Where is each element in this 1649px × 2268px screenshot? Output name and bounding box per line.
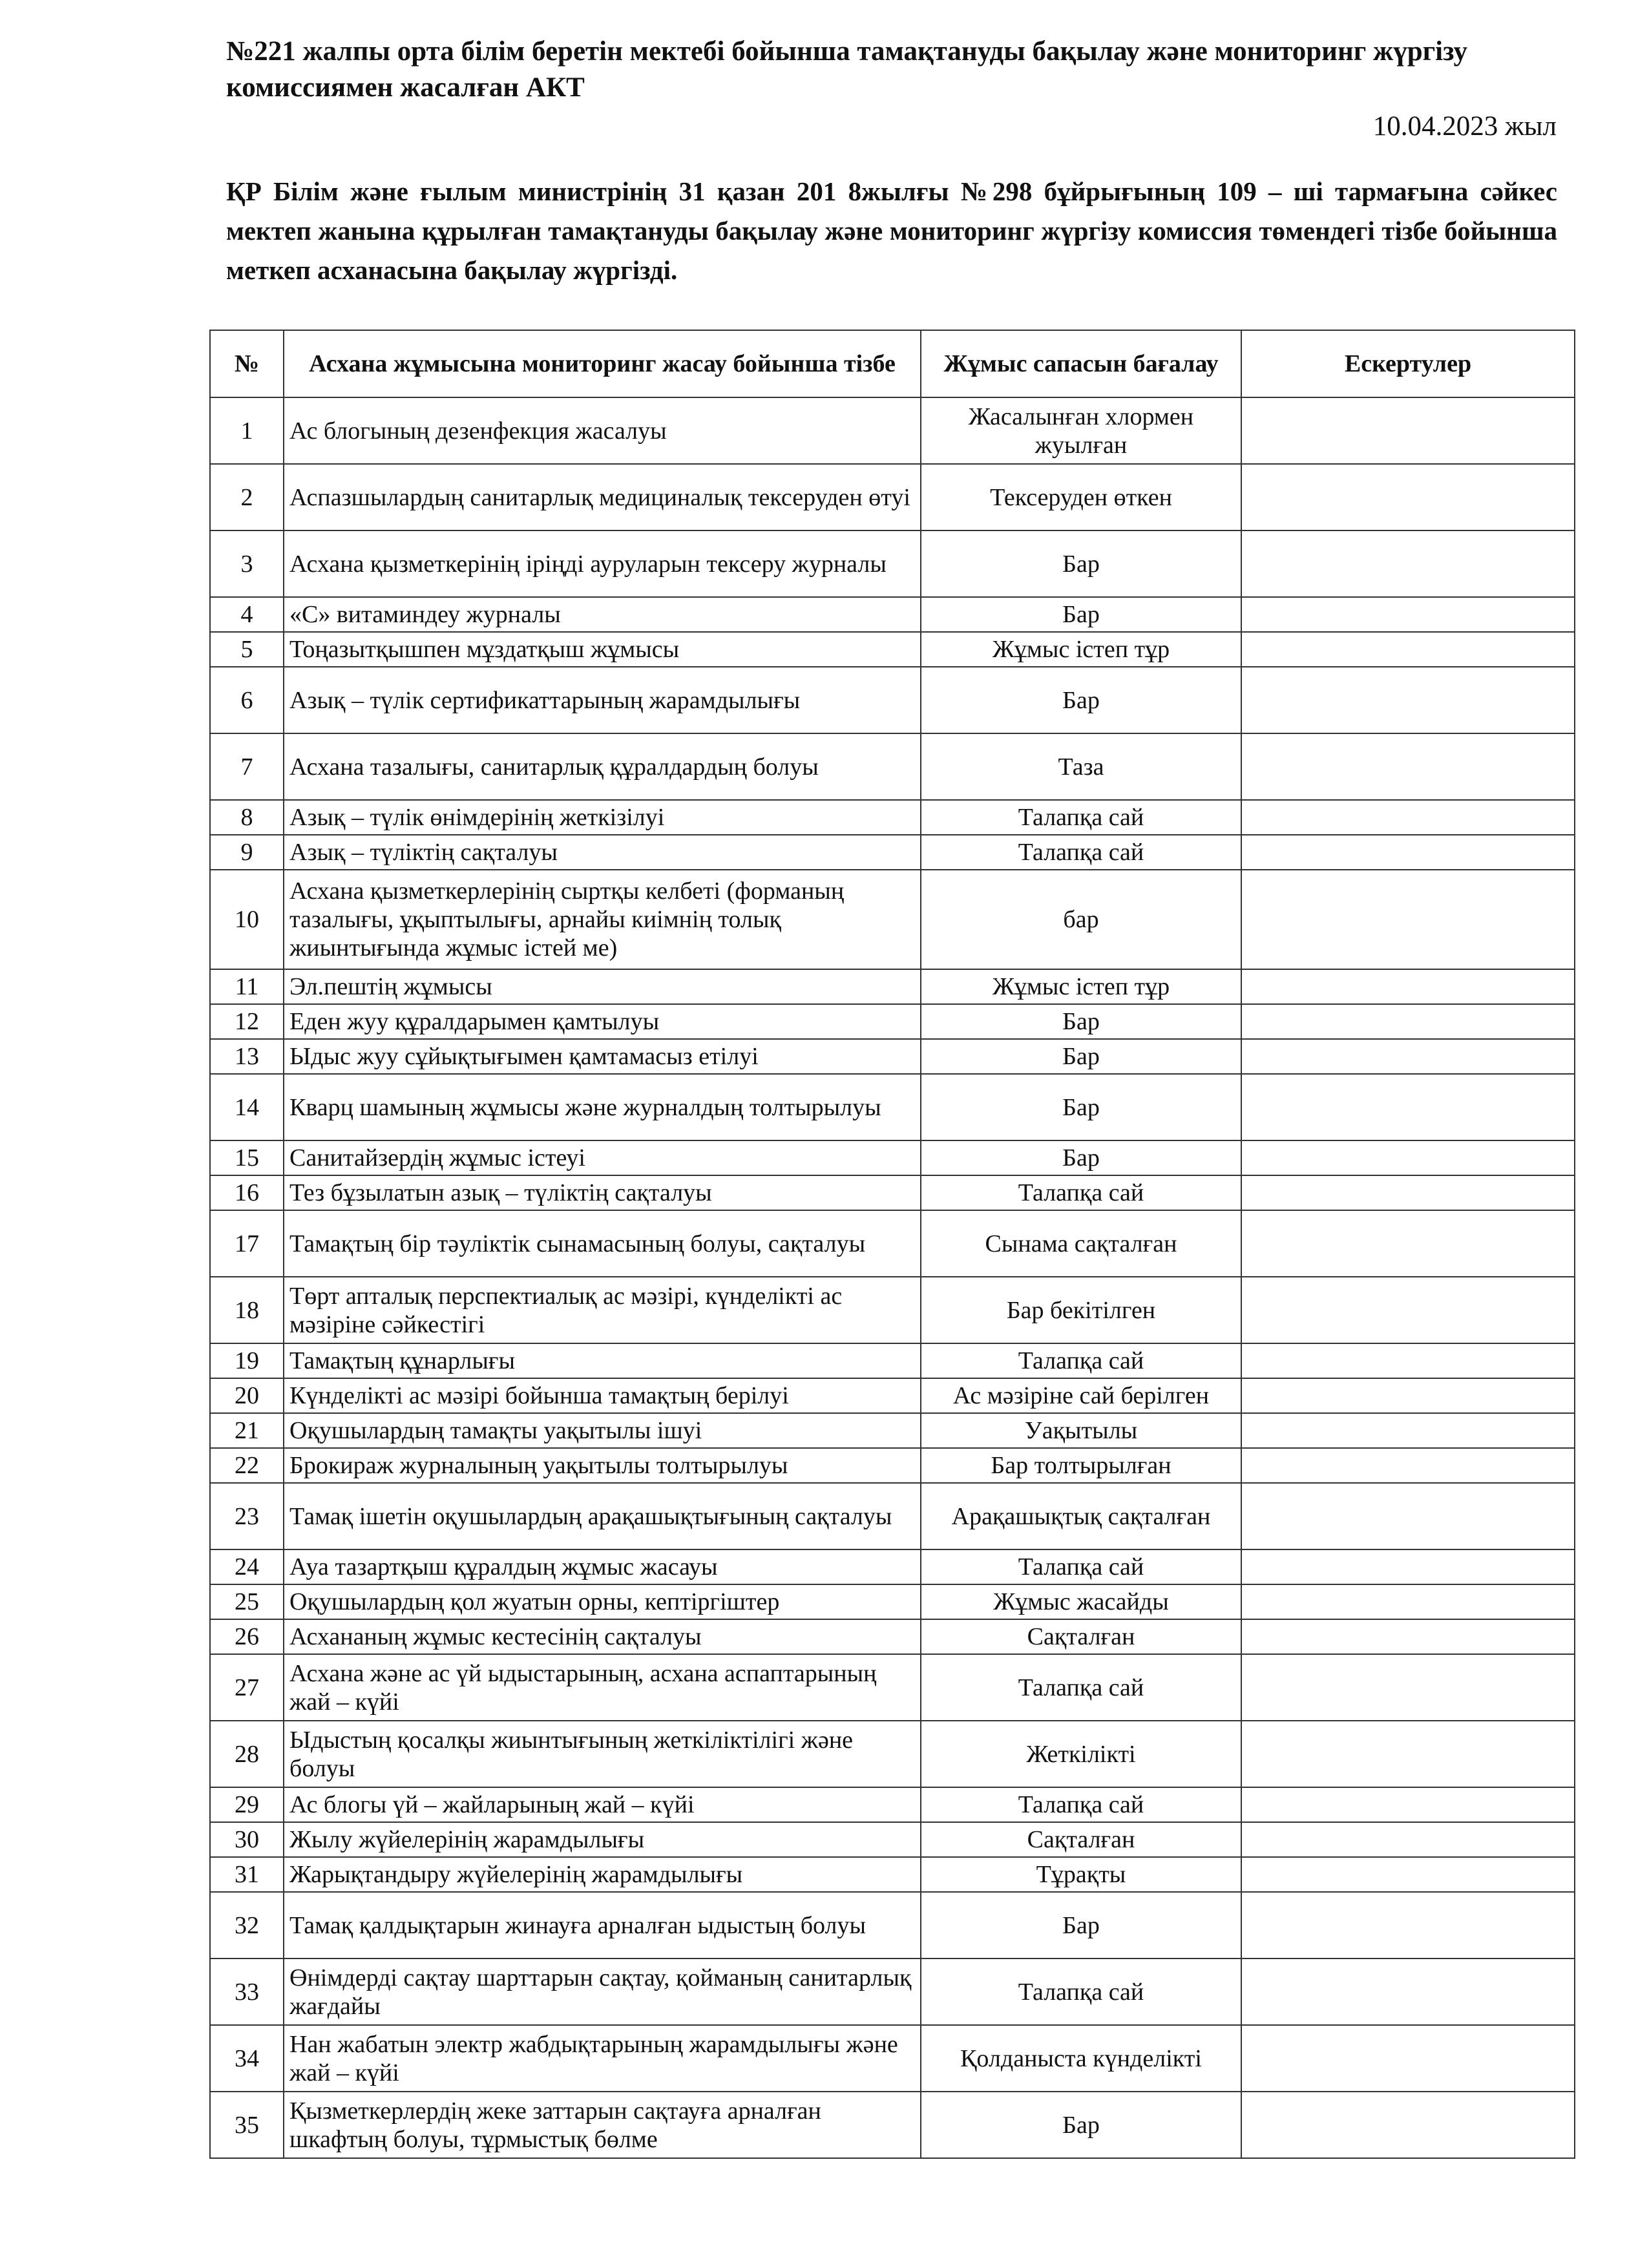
row-notes — [1241, 1343, 1575, 1378]
row-number: 19 — [210, 1343, 284, 1378]
row-number: 5 — [210, 632, 284, 667]
row-item: Жылу жүйелерінің жарамдылығы — [284, 1822, 921, 1857]
row-notes — [1241, 1448, 1575, 1483]
table-row — [210, 530, 1575, 597]
table-row — [210, 1140, 1575, 1175]
row-item: Азық – түліктің сақталуы — [284, 835, 921, 870]
row-notes — [1241, 2025, 1575, 2092]
row-score: Қолданыста күнделікті — [921, 2025, 1241, 2092]
row-score: Бар — [921, 1140, 1241, 1175]
row-notes — [1241, 1039, 1575, 1074]
row-number: 16 — [210, 1175, 284, 1210]
row-item: Жарықтандыру жүйелерінің жарамдылығы — [284, 1857, 921, 1892]
row-item: Оқушылардың тамақты уақытылы ішуі — [284, 1413, 921, 1448]
header-item: Асхана жұмысына мониторинг жасау бойынша тізбе — [284, 330, 921, 397]
header-num: № — [210, 330, 284, 397]
row-item: Тамақтың құнарлығы — [284, 1343, 921, 1378]
row-notes — [1241, 969, 1575, 1004]
row-number: 30 — [210, 1822, 284, 1857]
row-notes — [1241, 1892, 1575, 1958]
row-score: Арақашықтық сақталған — [921, 1483, 1241, 1549]
row-item: «С» витаминдеу журналы — [284, 597, 921, 632]
row-score: Бар — [921, 597, 1241, 632]
table-row — [210, 1787, 1575, 1822]
row-notes — [1241, 464, 1575, 530]
row-item: Брокираж журналының уақытылы толтырылуы — [284, 1448, 921, 1483]
row-number: 7 — [210, 733, 284, 800]
row-number: 11 — [210, 969, 284, 1004]
table-row — [210, 1857, 1575, 1892]
table-row — [210, 1277, 1575, 1343]
row-score: Талапқа сай — [921, 835, 1241, 870]
table-row — [210, 1958, 1575, 2025]
row-number: 20 — [210, 1378, 284, 1413]
row-notes — [1241, 1378, 1575, 1413]
table-row — [210, 1721, 1575, 1787]
row-notes — [1241, 800, 1575, 835]
row-item: Асхана және ас үй ыдыстарының, асхана аспаптарының жай – күйі — [284, 1654, 921, 1721]
row-number: 26 — [210, 1619, 284, 1654]
table-row — [210, 835, 1575, 870]
row-score: Жеткілікті — [921, 1721, 1241, 1787]
monitoring-table — [209, 330, 1575, 2159]
row-number: 35 — [210, 2092, 284, 2158]
row-score: Талапқа сай — [921, 1175, 1241, 1210]
row-item: Өнімдерді сақтау шарттарын сақтау, қойманың санитарлық жағдайы — [284, 1958, 921, 2025]
row-number: 23 — [210, 1483, 284, 1549]
table-row — [210, 464, 1575, 530]
row-number: 21 — [210, 1413, 284, 1448]
row-score: Бар бекітілген — [921, 1277, 1241, 1343]
row-number: 8 — [210, 800, 284, 835]
row-item: Аспазшылардың санитарлық медициналық тексеруден өтуі — [284, 464, 921, 530]
row-number: 12 — [210, 1004, 284, 1039]
row-notes — [1241, 1074, 1575, 1140]
table-body — [210, 397, 1575, 2158]
row-score: Талапқа сай — [921, 800, 1241, 835]
row-score: Жұмыс істеп тұр — [921, 632, 1241, 667]
table-row — [210, 1175, 1575, 1210]
header-notes: Ескертулер — [1241, 330, 1575, 397]
row-notes — [1241, 1958, 1575, 2025]
row-item: Тоңазытқышпен мұздатқыш жұмысы — [284, 632, 921, 667]
row-item: Күнделікті ас мәзірі бойынша тамақтың берілуі — [284, 1378, 921, 1413]
row-score: Бар — [921, 1074, 1241, 1140]
row-item: Төрт апталық перспектиалық ас мәзірі, күнделікті ас мәзіріне сәйкестігі — [284, 1277, 921, 1343]
row-notes — [1241, 1277, 1575, 1343]
table-row — [210, 969, 1575, 1004]
row-number: 32 — [210, 1892, 284, 1958]
row-item: Нан жабатын электр жабдықтарының жарамдылығы және жай – күйі — [284, 2025, 921, 2092]
row-item: Асхана қызметкерлерінің сыртқы келбеті (форманың тазалығы, ұқыптылығы, арнайы киімнің толық жиынтығында жұмыс істей ме) — [284, 870, 921, 969]
row-notes — [1241, 1654, 1575, 1721]
row-score: Таза — [921, 733, 1241, 800]
row-score: Бар — [921, 1892, 1241, 1958]
row-score: Бар — [921, 530, 1241, 597]
row-score: Бар толтырылған — [921, 1448, 1241, 1483]
row-item: Ас блогы үй – жайларының жай – күйі — [284, 1787, 921, 1822]
row-notes — [1241, 1004, 1575, 1039]
row-notes — [1241, 597, 1575, 632]
row-notes — [1241, 632, 1575, 667]
row-item: Кварц шамының жұмысы және журналдың толтырылуы — [284, 1074, 921, 1140]
row-number: 4 — [210, 597, 284, 632]
row-notes — [1241, 1584, 1575, 1619]
table-row — [210, 1074, 1575, 1140]
row-number: 17 — [210, 1210, 284, 1277]
table-row — [210, 1039, 1575, 1074]
row-score: Талапқа сай — [921, 1549, 1241, 1584]
row-score: Бар — [921, 1039, 1241, 1074]
row-score: Жұмыс істеп тұр — [921, 969, 1241, 1004]
document-date: 10.04.2023 жыл — [1372, 111, 1557, 142]
row-score: Тексеруден өткен — [921, 464, 1241, 530]
row-notes — [1241, 1619, 1575, 1654]
row-score: Талапқа сай — [921, 1343, 1241, 1378]
table-row — [210, 1654, 1575, 1721]
row-item: Оқушылардың қол жуатын орны, кептіргіштер — [284, 1584, 921, 1619]
row-number: 10 — [210, 870, 284, 969]
table-row — [210, 1448, 1575, 1483]
row-item: Тамақ ішетін оқушылардың арақашықтығының сақталуы — [284, 1483, 921, 1549]
row-notes — [1241, 530, 1575, 597]
row-item: Тамақ қалдықтарын жинауға арналған ыдыстың болуы — [284, 1892, 921, 1958]
row-notes — [1241, 1413, 1575, 1448]
table-row — [210, 397, 1575, 464]
row-notes — [1241, 1210, 1575, 1277]
row-number: 24 — [210, 1549, 284, 1584]
table-row — [210, 597, 1575, 632]
row-number: 1 — [210, 397, 284, 464]
row-notes — [1241, 1140, 1575, 1175]
table-row — [210, 2025, 1575, 2092]
row-item: Ас блогының дезенфекция жасалуы — [284, 397, 921, 464]
row-number: 14 — [210, 1074, 284, 1140]
table-row — [210, 1343, 1575, 1378]
row-number: 2 — [210, 464, 284, 530]
row-item: Азық – түлік өнімдерінің жеткізілуі — [284, 800, 921, 835]
table-row — [210, 1584, 1575, 1619]
table-row — [210, 1004, 1575, 1039]
table-row — [210, 2092, 1575, 2158]
row-score: Тұрақты — [921, 1857, 1241, 1892]
row-score: Сынама сақталған — [921, 1210, 1241, 1277]
row-notes — [1241, 667, 1575, 733]
row-score: бар — [921, 870, 1241, 969]
row-number: 34 — [210, 2025, 284, 2092]
intro-paragraph: ҚР Білім және ғылым министрінің 31 қазан 201 8жылғы №298 бұйрығының 109 – ші тармағына сәйкес мектеп жанына құрылған тамақтануды бақылау және мониторинг жүргізу комиссия төмендегі тізбе бойынша меткеп асханасына бақылау жүргізді. — [226, 176, 1557, 285]
row-item: Эл.пештің жұмысы — [284, 969, 921, 1004]
table-row — [210, 733, 1575, 800]
row-number: 28 — [210, 1721, 284, 1787]
row-score: Сақталған — [921, 1619, 1241, 1654]
document-title: №221 жалпы орта білім беретін мектебі бойынша тамақтануды бақылау және мониторинг жүргізу комиссиямен жасалған АКТ — [226, 36, 1467, 103]
row-number: 15 — [210, 1140, 284, 1175]
row-number: 13 — [210, 1039, 284, 1074]
row-number: 31 — [210, 1857, 284, 1892]
table-header-row — [210, 330, 1575, 397]
row-item: Еден жуу құралдарымен қамтылуы — [284, 1004, 921, 1039]
row-score: Бар — [921, 1004, 1241, 1039]
row-item: Ыдыстың қосалқы жиынтығының жеткіліктілігі және болуы — [284, 1721, 921, 1787]
row-item: Тамақтың бір тәуліктік сынамасының болуы, сақталуы — [284, 1210, 921, 1277]
row-number: 33 — [210, 1958, 284, 2025]
table-row — [210, 1483, 1575, 1549]
row-item: Тез бұзылатын азық – түліктің сақталуы — [284, 1175, 921, 1210]
row-notes — [1241, 1175, 1575, 1210]
row-notes — [1241, 835, 1575, 870]
row-score: Уақытылы — [921, 1413, 1241, 1448]
row-score: Жасалынған хлормен жуылған — [921, 397, 1241, 464]
row-notes — [1241, 733, 1575, 800]
row-notes — [1241, 397, 1575, 464]
row-score: Ас мәзіріне сай берілген — [921, 1378, 1241, 1413]
row-item: Асхана қызметкерінің іріңді ауруларын тексеру журналы — [284, 530, 921, 597]
row-item: Қызметкерлердің жеке заттарын сақтауға арналған шкафтың болуы, тұрмыстық бөлме — [284, 2092, 921, 2158]
row-item: Ыдыс жуу сұйықтығымен қамтамасыз етілуі — [284, 1039, 921, 1074]
table-row — [210, 632, 1575, 667]
row-score: Талапқа сай — [921, 1958, 1241, 2025]
row-item: Асхананың жұмыс кестесінің сақталуы — [284, 1619, 921, 1654]
table-row — [210, 667, 1575, 733]
header-score: Жұмыс сапасын бағалау — [921, 330, 1241, 397]
row-notes — [1241, 1857, 1575, 1892]
row-item: Ауа тазартқыш құралдың жұмыс жасауы — [284, 1549, 921, 1584]
row-number: 18 — [210, 1277, 284, 1343]
row-notes — [1241, 1787, 1575, 1822]
table-row — [210, 870, 1575, 969]
table-row — [210, 1378, 1575, 1413]
row-number: 6 — [210, 667, 284, 733]
table-row — [210, 1210, 1575, 1277]
table-row — [210, 1413, 1575, 1448]
row-item: Азық – түлік сертификаттарының жарамдылығы — [284, 667, 921, 733]
row-score: Сақталған — [921, 1822, 1241, 1857]
row-notes — [1241, 2092, 1575, 2158]
table-row — [210, 1549, 1575, 1584]
row-number: 9 — [210, 835, 284, 870]
row-score: Бар — [921, 2092, 1241, 2158]
row-item: Асхана тазалығы, санитарлық құралдардың болуы — [284, 733, 921, 800]
table-row — [210, 1822, 1575, 1857]
row-number: 22 — [210, 1448, 284, 1483]
table-row — [210, 1619, 1575, 1654]
row-notes — [1241, 1483, 1575, 1549]
row-notes — [1241, 1549, 1575, 1584]
row-score: Жұмыс жасайды — [921, 1584, 1241, 1619]
row-notes — [1241, 1822, 1575, 1857]
row-number: 29 — [210, 1787, 284, 1822]
row-item: Санитайзердің жұмыс істеуі — [284, 1140, 921, 1175]
row-notes — [1241, 1721, 1575, 1787]
row-score: Талапқа сай — [921, 1787, 1241, 1822]
row-number: 3 — [210, 530, 284, 597]
row-score: Талапқа сай — [921, 1654, 1241, 1721]
row-notes — [1241, 870, 1575, 969]
table-row — [210, 800, 1575, 835]
table-row — [210, 1892, 1575, 1958]
row-number: 25 — [210, 1584, 284, 1619]
row-number: 27 — [210, 1654, 284, 1721]
row-score: Бар — [921, 667, 1241, 733]
